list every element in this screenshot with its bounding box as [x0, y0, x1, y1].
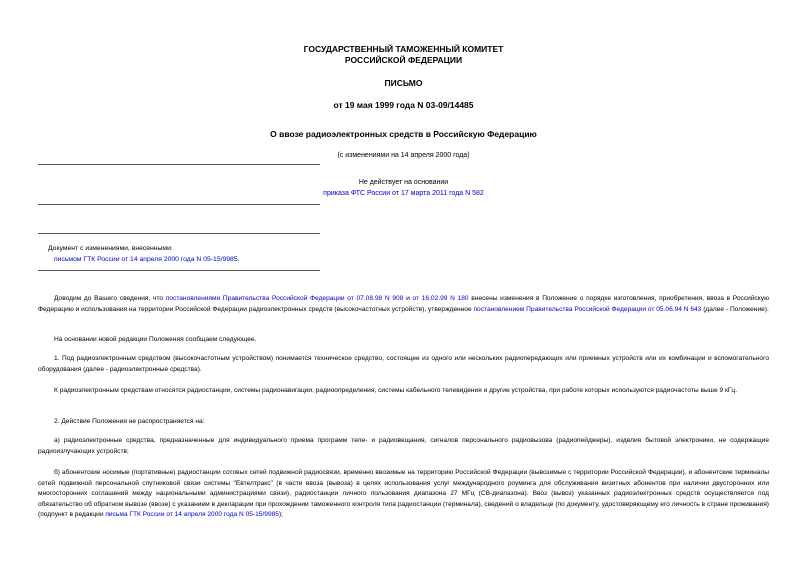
- divider: [38, 270, 320, 271]
- item-b-tail: );: [278, 511, 283, 518]
- doc-title: О ввозе радиоэлектронных средств в Российскую Федерацию: [270, 129, 537, 139]
- p1-text-2: и: [403, 295, 413, 302]
- changes-link-row: [54, 255, 240, 265]
- p1-text-4: (далее - Положение).: [701, 305, 769, 313]
- paragraph-item-a: а) радиоэлектронные средства, предназначенные для индивидуального приема программ теле- и радиовещания, сигналов персонального радиовызова (радиопейджеры), изделия бытовой электроники, не содержащие радиоизлучающих устройств;: [38, 437, 769, 455]
- changes-tail: .: [237, 256, 240, 263]
- amendments-note: (с изменениями на 14 апреля 2000 года): [337, 152, 470, 159]
- government-decrees-link[interactable]: постановлениями Правительства Российской Федерации от 07.08.98 N 908: [165, 295, 404, 302]
- paragraph-basis: На основании новой редакции Положения сообщаем следующее.: [54, 336, 257, 343]
- doc-type: ПИСЬМО: [384, 78, 423, 88]
- p1-text-1: Доводим до Вашего сведения, что: [54, 295, 166, 302]
- paragraph-classification: К радиоэлектронным средствам относятся радиостанции, системы радионавигации, радиоопределения, системы кабельного телевидения и другие устройства, при работе которых используются радиочастоты выше 9 кГц.: [54, 387, 738, 394]
- status-link-row: [0, 189, 807, 199]
- divider: [38, 204, 320, 205]
- changes-label: Документ с изменениями, внесенными:: [48, 245, 173, 252]
- repeal-order-link[interactable]: приказа ФТС России от 17 марта 2011 года N 582: [323, 190, 484, 197]
- paragraph-item-b: [38, 468, 769, 521]
- divider: [38, 233, 320, 234]
- decree-643-link[interactable]: постановлением Правительства Российской Федерации от 05.06.94 N 643: [473, 305, 702, 313]
- status-note: Не действует на основании: [358, 179, 449, 186]
- divider: [38, 164, 320, 165]
- doc-date-number: от 19 мая 1999 года N 03-09/14485: [333, 100, 474, 110]
- p1-text-3: внесены изменения в Положение о порядке изготовления, приобретения, ввоза в Российскую Федерацию и использования на территории Российской Федерации радиоэлектронных средств (высокочастотных устройств), утвержденное: [38, 295, 770, 313]
- decree-180-link[interactable]: от 16.02.99 N 180: [412, 295, 469, 302]
- amending-letter-inline-link[interactable]: письма ГТК России от 14 апреля 2000 года N 05-15/9985: [105, 511, 279, 518]
- item-b-text: б) абонентские носимые (портативные) радиостанции сотовых сетей подвижной радиосвязи, временно ввозимые на территорию Российской Федерации (вывозимые с территории Российской Федерации), и абонентские терминалы сетей подвижной персональной спутниковой связи системы "Евтелтракс" (в части ввоза (вывоза) в целях использования услуг международного роуминга для обслуживания визитных абонентов при наличии двусторонних или многосторонних соглашений между национальными администрациями связи), радиостанции личного пользования диапазона 27 МГц (СВ-диапазона). Ввоз (вывоз) указанных радиоэлектронных средств осуществляется под обязательство об обратном вывозе (ввозе) с указанием в декларации при прохождении таможенного контроля типа радиостанции (терминала), сведений о владельце (по документу, удостоверяющему его личность в стране проживания) (подпункт в редакции: [38, 469, 769, 518]
- amending-letter-link[interactable]: письмом ГТК России от 14 апреля 2000 года N 05-15/9985: [54, 256, 238, 263]
- paragraph-definition: 1. Под радиоэлектронным средством (высокочастотным устройством) понимается техническое средство, состоящее из одного или нескольких радиопередающих или приемных устройств или их комбинации и вспомогательного оборудования (далее - радиоэлектронные средства).: [38, 355, 769, 373]
- org-name-line1: ГОСУДАРСТВЕННЫЙ ТАМОЖЕННЫЙ КОМИТЕТ: [303, 44, 504, 54]
- paragraph-intro: [38, 294, 769, 315]
- paragraph-exclusions-intro: 2. Действие Положения не распространяется на:: [54, 418, 205, 425]
- org-name-line2: РОССИЙСКОЙ ФЕДЕРАЦИИ: [344, 55, 463, 65]
